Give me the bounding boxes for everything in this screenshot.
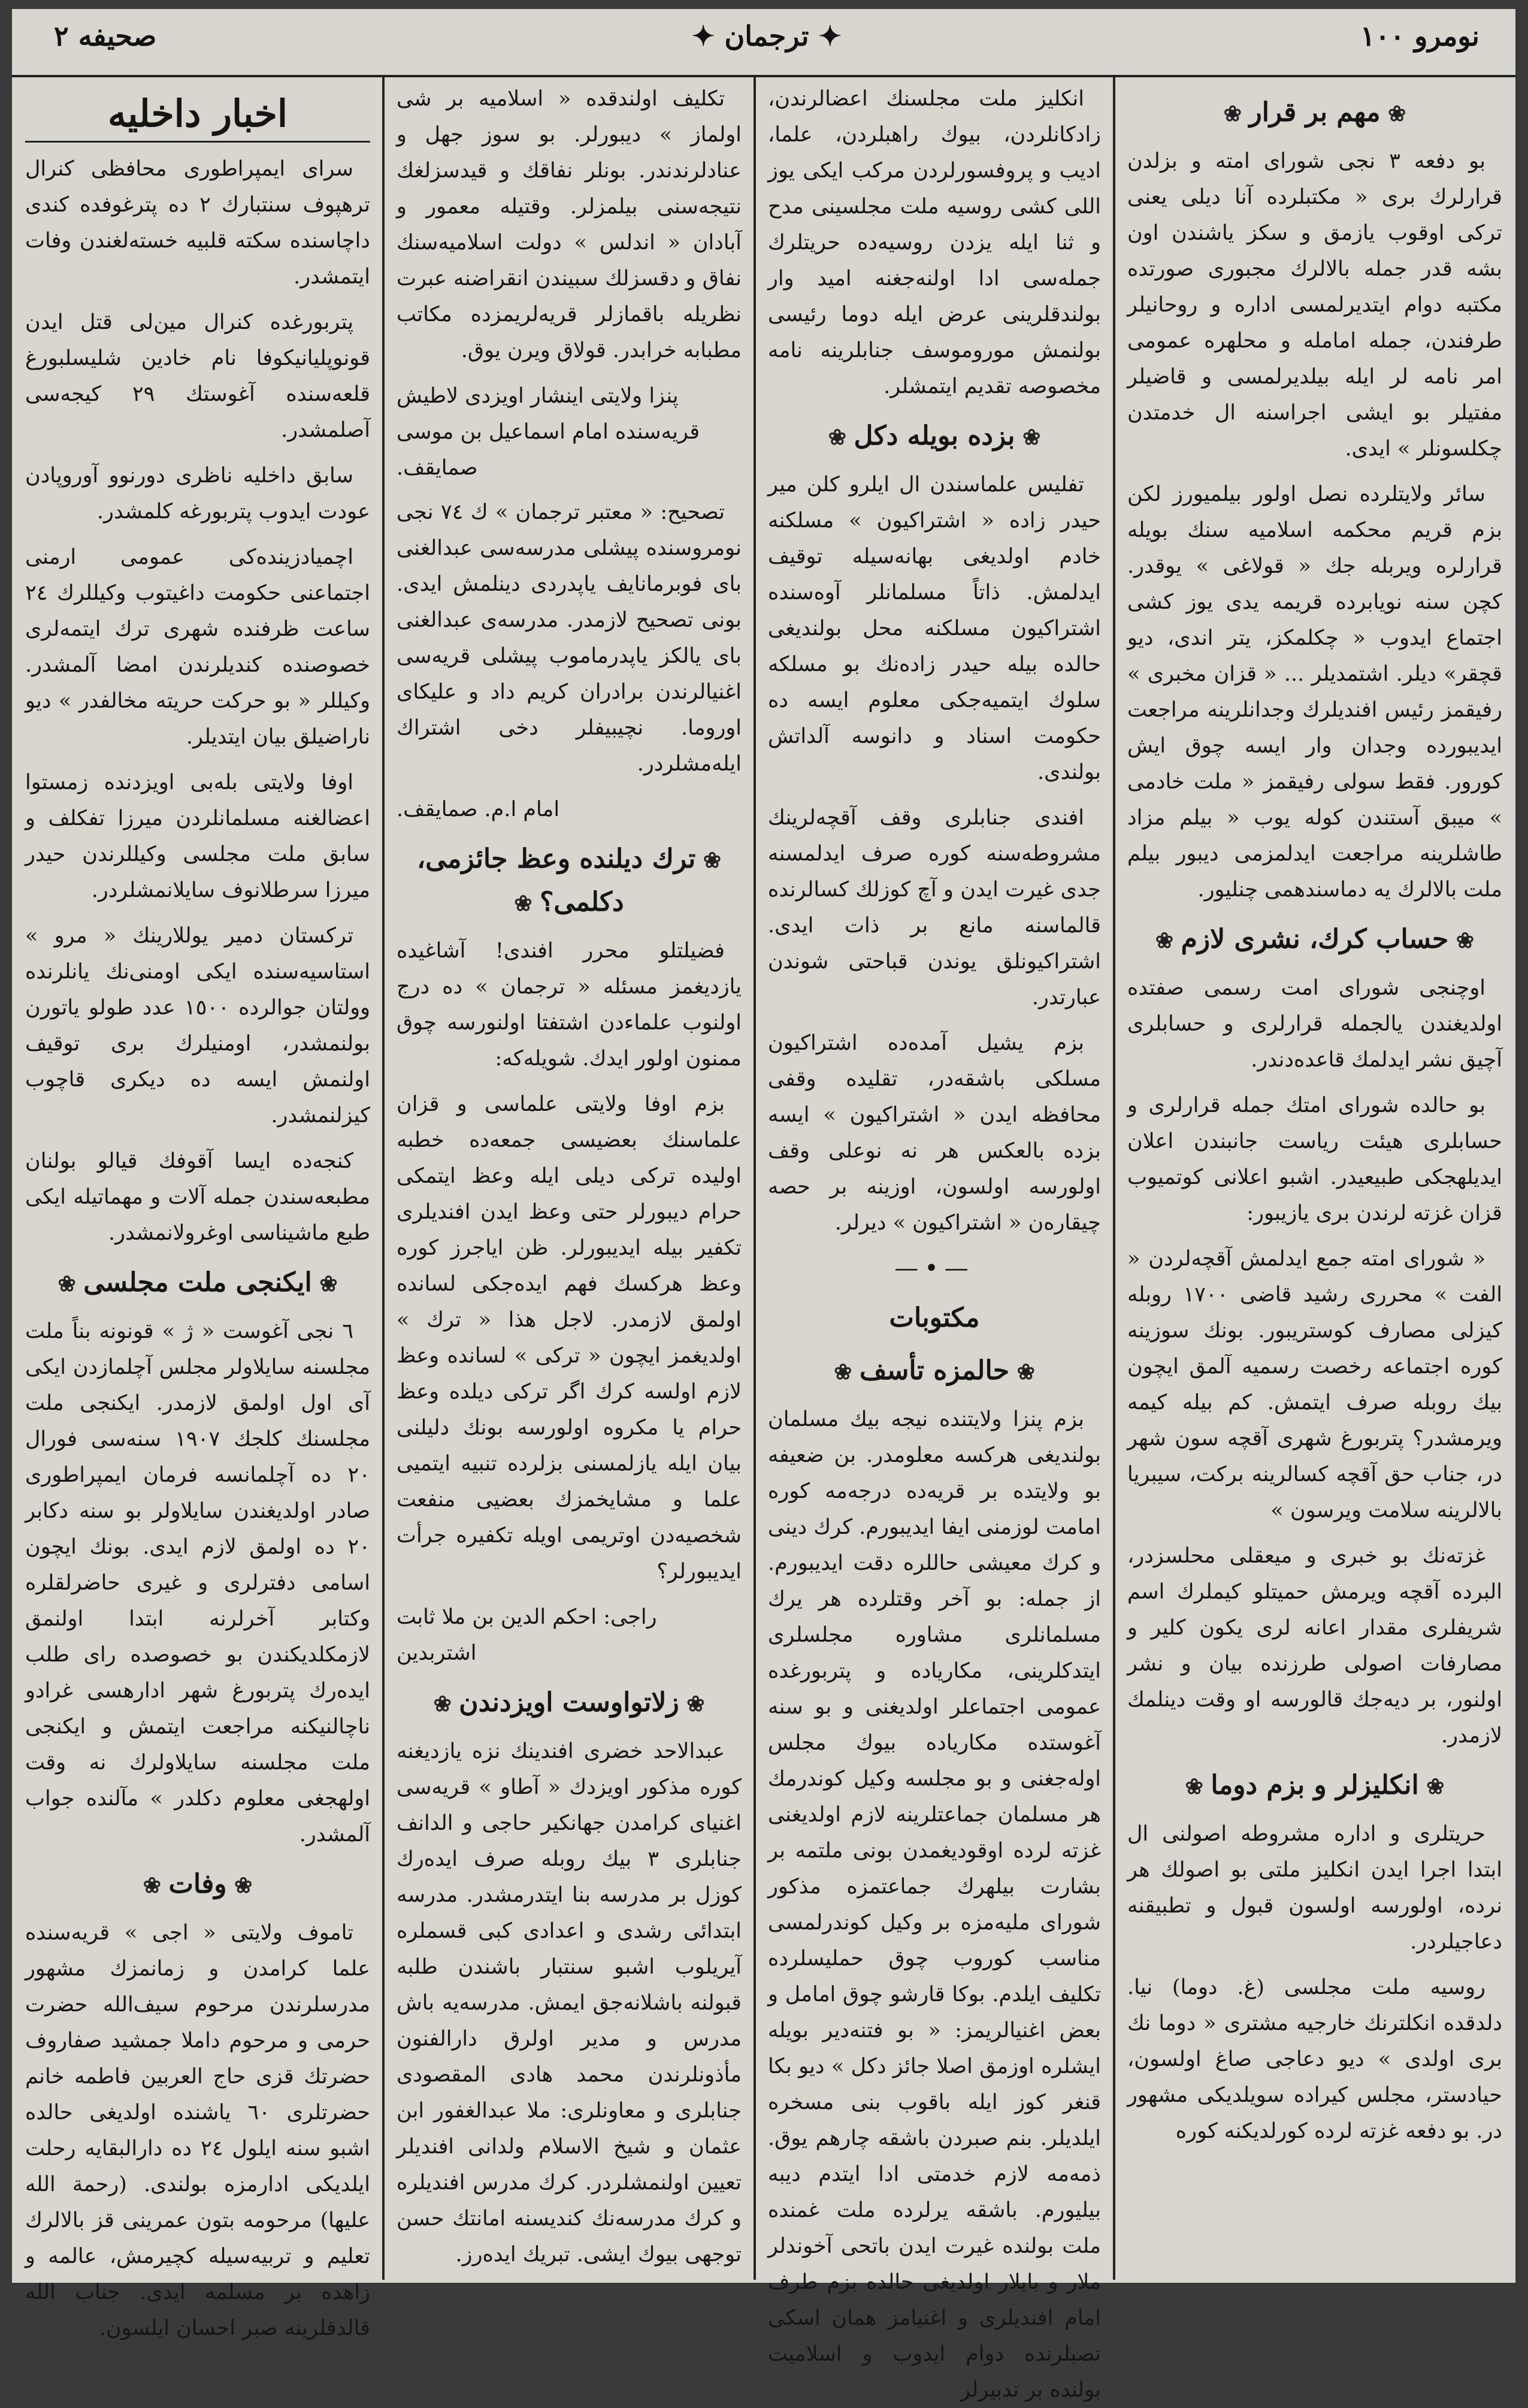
ornament-icon: ❀	[679, 1691, 705, 1717]
section-separator: —•—	[894, 1255, 975, 1282]
column-2	[755, 81, 1114, 2402]
paragraph: ٦ نجی آغوست « ژ » قونونه بناً ملت مجلسنه سایلاولر مجلس آچلمازدن ایكی آی اول اولمق لازمدر. ایكنجی ملت مجلسنك كلجك ١٩٠٧ سنه‌سی فورال ٢٠ ده آچلمانسه فرمان ایمپراطوری صادر اولدیغندن سایلاولر بو سنه دكابر ٢٠ ده اولمق لازم ایدی. بونك ایچون اسامی دفترلری و غیری حاضرلقلره وكتابر آخرلرنه ابتدا اولنمق لازمكلدیكندن بو خصوصده رای طلب ایده‌رك پتربورغ شهر ادارهسی غرادو ناچالنیكنه مراجعت ایتمش و ایكنجی ملت مجلسنه سایلاولرك نه وقت اولهجغی معلوم دكلدر » مآلنده جواب آلمشدر.	[25, 1319, 370, 1847]
paragraph: پتربورغده كنرال مین‌لی قتل ایدن قونوپلیانیكوفا نام خادین شلیسلبورغ قلعه‌سنده آغوستك ٢٩ كیجه‌سی آصلمشدر.	[25, 310, 370, 442]
column-4	[12, 81, 383, 2340]
signature: پنزا ولایتی اینشار اویزدی لاطیش قریه‌سنده امام اسماعیل بن موسی صمایقف.	[397, 384, 700, 480]
heading-text: وفات	[168, 1869, 227, 1899]
paragraph: روسیه ملت مجلسی (غ. دوما) نیا. دلدقده انكلترنك خارجیه مشتری « دوما نك بری اولدی » دیو دعاجی صاغ اولسون، حیاد‌ستر، مجلس كیراده سویلدیكی مشهور در. بو دفعه غزته لرده كورلدیكنه كوره	[1127, 1975, 1502, 2143]
ornament-icon: ❀	[1155, 928, 1181, 953]
ornament-icon: ❀	[514, 891, 540, 916]
title-ornament-icon: ✦	[809, 20, 842, 52]
page-label: صحيفه ٢	[54, 20, 157, 52]
paragraph: اوفا ولایتی بله‌بی اویزدنده زمستوا اعضالغنه مسلمانلردن میرزا تفكلف و سابق ملت مجلسی وكیللرندن حیدر میرزا سرطلانوف سایلانمشلردر.	[25, 771, 370, 902]
paragraph: اچمیادزینده‌كی عمومی ارمنی اجتماعنی حكومت داغیتوب وكیللرك ٢٤ ساعت ظرفنده شهری ترك ایتمه‌لری خصوصنده كندیلرندن امضا آلمشدر. وكیللر « بو حركت حریته مخالفدر » دیو ناراضیلق بیان ایتدیلر.	[25, 545, 370, 749]
ornament-icon: ❀	[1448, 928, 1475, 953]
paragraph: اوچنجی شورای امت رسمی صفتده اولدیغندن یالجمله قرارلری و حسابلری آچیق نشر ایدلمك قاعده‌دندر.	[1127, 976, 1502, 1072]
ornament-icon: ❀	[1223, 101, 1249, 126]
heading-text: بزده بویله دكل	[854, 421, 1015, 451]
newspaper-page	[12, 9, 1515, 2402]
title-ornament-icon: ✦	[691, 20, 725, 52]
paragraph: سرای ایمپراطوری محافظی كنرال ترهپوف سنتبارك ٢ ده پترغوفده كندی داچاسنده سكته قلبیه خسته‌لغندن وفات ایتمشدر.	[25, 157, 370, 289]
heading-text: ترك دیلنده وعظ جائزمی، دكلمی؟	[416, 844, 696, 917]
paragraph: تاموف ولایتی « اجی » قریه‌سنده علما كرامدن و زمانمزك مشهور مدرسلرندن مرحوم سیف‌الله حضرت حرمی و مرحوم داملا جمشید صفاروف حضرتك قزی حاج العربین فاطمه خانم حضرتلری ٦٠ یاشنده اولدیغی حالده اشبو سنه ایلول ٢٤ ده دارالبقایه رحلت ایلدیكی ادارمزه بولندی. (رحمة الله علیها) مرحومه بتون عمرینی قز بالالرك تعلیم و تربیه‌سیله كچیرمش، عالمه و زاهده بر مسلمه ایدی. جناب الله قالدقلرینه صبر احسان ایلسون.	[25, 1921, 370, 2340]
ornament-icon: ❀	[695, 848, 722, 873]
paragraph: بو حالده شورای امتك جمله قرارلری و حسابلری هیئت ریاست جانبندن اعلان ایدیلهجكی طبیعیدر. اشبو اعلانی كوتمیوب قزان غزته لرندن بری یازیبور:	[1127, 1093, 1502, 1225]
heading-text: انكلیزلر و بزم دوما	[1211, 1770, 1419, 1800]
paragraph: افندی جنابلری وقف آقچه‌لرینك مشروطه‌سنه كوره صرف ایدلمسنه جدی غیرت ایدن و آچ كوزلك كسالرنده قالماسنه مانع بر ذات ایدی. اشتراكیونلق یوندن قباحتی شوندن عبارتدر.	[768, 806, 1101, 1010]
heading-text: مهم بر قرار	[1249, 97, 1381, 128]
section-heading	[1127, 92, 1502, 135]
ornament-icon: ❀	[1185, 1774, 1211, 1799]
paragraph: تصحیح: « معتبر ترجمان » ك ٧٤ نجی نومروسنده پیشلی مدرسه‌سی عبدالغنی بای فوبرمانایف یاپدردی دینلمش ایدی. بونی تصحیح لازمدر. مدرسه‌ی عبدالغنی بای یالکز یاپدرماموب پیشلی قریه‌سی اغنیالرندن برادران كریم داد و علیكای اوروما. نچیبیفلر دخی اشتراك ایله‌مشلردر.	[397, 500, 742, 776]
paragraph: بزم اوفا ولایتی علماسی و قزان علماسنك بعضیسی جمعه‌ده خطبه اولیده تركی دیلی ایله وعظ ایتمكی حرام دیبورلر حتی وعظ ایدن افندیلری تكفیر بیله ایدیبورلر. ظن ایاجرز كوره وعظ هركسك فهم ایده‌جكی لسانده اولمق لازمدر. لاجل هذا « ترك » اولدیغمز ایچون « تركی » لسانده وعظ لازم اولسه كرك اگر تركی دیلده وعظ حرام یا مكروه اولورسه بونك دلیلنی بیان ایله یازلمسنی بزلرده تنبیه ایتمیی علما و مشایخمزك بعضیی منفعت شخصیه‌دن اوتریمی اویله تكفیره جرأت ایدیبورلر؟	[397, 1092, 742, 1584]
paragraph: سائر ولایتلرده نصل اولور بیلمیورز لكن بزم قریم محكمه اسلامیه سنك بویله قرارلره ویربله جك « قولاغی » یوقدر. كچن سنه نویابرده قریمه یدی یوز كشی اجتماع ایدوب « چكلمكز، یتر اندی، دیو قچقر» دیلر. اشتمدیلر ... « قزان مخبری » رفیقمز رئیس افندیلرك وجدانلرینه مراجعت ایدیبورده وجدان وار ایسه چوق ایش كورور. فقط سولی رفیقمز « ملت خادمی » میبق آستندن كوله یوب « بیلم مزاد طاشلرینه مراجعت ایدلمزمی دیبور بیلم ملت بالالرك یه دماسندهمی چنلیور.	[1127, 482, 1502, 902]
heading-text: ایكنجی ملت مجلسی	[83, 1267, 312, 1298]
ornament-icon: ❀	[1380, 101, 1406, 126]
paragraph: تفلیس علماسندن ال ایلرو كلن میر حیدر زاده « اشتراكیون » مسلكنه خادم اولدیغی بهانه‌سیله توقیف ایدلمش. ذاتاً مسلمانلر آوه‌سنده اشتراكیون مسلكنه محل بولندیغی حالده بیله حیدر زاده‌نك بو مسلكه سلوك ایتمیه‌جكی معلوم ایسه ده حكومت اسناد و دانوسه آلداتش بولندی.	[768, 473, 1101, 784]
paragraph: تكلیف اولندقده « اسلامیه بر شی اولماز » دیبورلر. بو سوز جهل و عنادلرندندر. بونلر نفاقك و قیدسزلغك نتیجه‌سنی بیلمزلر. وقتیله معمور و آبادان « اندلس » دولت اسلامیه‌سنك نفاق و دقسزلك سبیندن انقراضنه عبرت نظریله باقمازلر قریه‌لریمزده مكاتب مطبابه خرابدر. قولاق ویرن یوق.	[397, 87, 742, 362]
paper-title	[671, 20, 863, 52]
heading-text: زلاتواوست اویزدندن	[459, 1687, 679, 1718]
paragraph: غزته‌نك بو خبری و میعقلی محلسزدر، البرده آقچه ویرمش حمیتلو كیملرك اسم شریفلری مقدار اعانه لری یكون كلیر و مصارفات اصولی طرزنده بیان و نشر اولنور، بر دیه‌جك قالورسه او وقت دینلمك لازمدر.	[1127, 1544, 1502, 1748]
ornament-icon: ❀	[226, 1873, 253, 1898]
section-heading	[25, 1262, 370, 1305]
heading-text: حساب كرك، نشری لازم	[1181, 924, 1449, 954]
signature: راجی: احكم الدین بن ملا ثابت اشتربدین	[397, 1605, 657, 1665]
section-heading	[1127, 919, 1502, 962]
paragraph: تركستان دمیر یوللارینك « مرو » استاسیه‌سنده ایكی اومنی‌نك یانلرنده وولتان جوالرده ١٥٠٠ عدد طولو یاتورن بولنمشدر، اومنیلرك بری توقیف اولنمش ایسه ده دیكری قاچوب كیزلنمشدر.	[25, 924, 370, 1128]
section-heading	[768, 1350, 1101, 1393]
paragraph: « شورای امته جمع ایدلمش آقچه‌لردن « الفت » محرری رشید قاضی ١٧٠٠ روبله كیزلی مصارف كوستریبور. بونك سوزینه كوره اجتماعه رخصت رسمیه آلمق ایچون بیك روبله صرف ایتمش. كم بیله كیمه ویرمشدر؟ پتربورغ شهری آقچه سون شهر در، جناب حق آقچه كسالرینه برکت، سیبریا بالالرینه سلامت ویرسون »	[1127, 1247, 1502, 1522]
column-1	[1114, 81, 1515, 2274]
paragraph: بو دفعه ٣ نجی شورای امته و بزلدن قرارلرك بری « مكتبلرده آنا دیلی یعنی تركی اوقوب یازمق و سكز یاشندن اون بشه قدر جمله بالالرك مجبوری صورتده مكتبه دوام ایتدیرلمسی اداره و روحانیلر طرفندن، جمله امامله و محلهره عمومی امر نامه لر ایله بیلدیرلمسی و قاضیلر مفتیلر بو ایشی اجراسنه ال خدمتدن چكلسونلر » ایدی.	[1127, 149, 1502, 461]
paragraph: فضیلتلو محرر افندی! آشاغیده یازدیغمز مسئله « ترجمان » ده درج اولنوب علماءدن اشتفتا اولنورسه چوق ممنون اولور ایدك. شویله‌كه:	[397, 939, 742, 1071]
ornament-icon: ❀	[1015, 425, 1041, 450]
ornament-icon: ❀	[834, 1359, 860, 1385]
ornament-icon: ❀	[433, 1691, 459, 1717]
section-heading	[768, 415, 1101, 458]
heading-text: حالمزه تأسف	[859, 1355, 1010, 1386]
section-heading: مكتوبات	[889, 1303, 980, 1333]
section-heading	[1127, 1765, 1502, 1808]
section-heading	[397, 838, 742, 924]
issue-label: نومرو ١٠٠	[1360, 20, 1479, 52]
paragraph: عبدالاحد خضری افندینك نزه یازدیغنه كوره مذكور اویزدك « آطاو » قریه‌سی اغنیای كرامدن جهانكیر حاجی و الدانف جنابلری ٣ بیك روبله صرف ایده‌رك كوزل بر مدرسه بنا ایتدرمشدر. مدرسه ابتدائی رشدی و اعدادی كبی قسملره آیریلوب اشبو سنتبار باشندن طلبه قبولنه باشلانه‌جق ایمش. مدرسه‌یه باش مدرس و مدیر اولرق دارالفنون مأذونلرندن محمد هادی المقصودی جنابلری و معاونلری: ملا عبدالغفور ابن عثمان و شیخ الاسلام ولدانی افندیلر تعیین اولنمشلردر. كرك مدرس افندیلره و كرك مدرسه‌نك كندیسنه امانتك حسن توجهی بیوك ایشی. تبریك ایده‌رز.	[397, 1739, 742, 2267]
ornament-icon: ❀	[1009, 1359, 1035, 1385]
ornament-icon: ❀	[828, 425, 854, 450]
paragraph: كنجه‌ده ایسا آقوفك قیالو بولنان مطبعه‌سندن جمله آلات و مهماتیله ایكی طبع ماشیناسی اوغرولانمشدر.	[25, 1149, 370, 1245]
ornament-icon: ❀	[1418, 1774, 1445, 1799]
section-heading	[25, 1863, 370, 1907]
ornament-icon: ❀	[58, 1271, 84, 1297]
section-heading	[397, 1682, 742, 1725]
signature: امام ا.م. صمایقف.	[397, 797, 560, 821]
paragraph: سابق داخلیه ناظری دورنوو آوروپادن عودت ایدوب پتربورغه كلمشدر.	[25, 464, 370, 524]
ornament-icon: ❀	[311, 1271, 338, 1297]
paragraph: انكلیز ملت مجلسنك اعضالرندن، زادكانلردن، بیوك راهبلردن، علما، ادیب و پروفسورلردن مركب ایكی یوز اللی كشی روسیه ملت مجلسینی مدح و ثنا ایله یزدن روسیه‌ده حریتلرك جمله‌سی ادا اولنه‌جغنه امید وار بولندقلرینی عرض ایله دوما رئیسی بولنمش موروموسف جنابلرینه نامه مخصوصه تقدیم ایتمشلر.	[768, 87, 1101, 398]
masthead	[12, 9, 1515, 77]
column-3	[383, 81, 755, 2274]
paragraph: بزم پنزا ولایتنده نیجه بیك مسلمان بولندیغی هركسه معلومدر. بن ضعیفه بو ولایتده بر قریه‌ده درجه‌مه كوره امامت لوزمنی ایفا ایدیبورم. كرك دینی و كرك معیشی حاللره دقت ایدیبورم. از جمله: بو آخر وقتلرده هر یرك مسلمانلری مشاوره مجلسلری ایتدكلرینی، مكاریاده و پتربورغده عمومی اجتماعلر اولدیغنی و بو سنه آغوستده مكاریاده بیوك مجلس اوله‌جغنی و بو مجلسه وكیل كوندرمك هر مسلمان جماعتلرینه لازم اولدیغنی غزته لرده اوقودیغمدن بونی ملتمه بر بشارت بیلهرك جماعتمزه مذكور شورای ملیه‌مزه بر وكیل كوندرلمسی مناسب كوروب چوق حملیسلرده تكلیف ایلدم. بوكا قارشو چوق امامل و بعض اغنیالریمز: « بو فتنه‌دیر بویله ایشلره اوزمق اصلا جائز دكل » دیو بكا قنغر كوز ایله باقوب بنی مسخره ایلدیلر. بنم صبردن باشقه چارهم یوق. ذمه‌مه لازم خدمتی ادا ایتدم دیبه بیلیورم. باشقه یرلرده ملت غمنده ملت بولنده غیرت ایدن باتحی آخوندلر ملار و بایلار اولدیغی حالده بزم طرف امام افندیلری و اغنیامز همان اسكی تصبلرنده دوام ایدوب و اسلامیت بولنده بر تدبیرلر	[768, 1407, 1101, 2402]
paragraph: بزم یشیل آمده‌ده اشتراكیون مسلكی باشقه‌در، تقلیده وقفی محافظه ایدن « اشتراكیون » ایسه بزده بالعكس هر نه نوعلی وقف اولورسه اولسون، اوزینه بر حصه چیقاره‌ن « اشتراكیون » دیرلر.	[768, 1031, 1101, 1235]
paper-title-text: ترجمان	[724, 20, 809, 52]
section-heading: اخبار داخلیه	[25, 87, 370, 143]
paragraph: حریتلری و اداره مشروطه اصولنی ال ابتدا اجرا ایدن انكلیز ملتی بو اصولك هر نرده، اولورسه اولسون قبول و تطبیقنه دعاجیلردر.	[1127, 1822, 1502, 1954]
ornament-icon: ❀	[143, 1873, 169, 1898]
